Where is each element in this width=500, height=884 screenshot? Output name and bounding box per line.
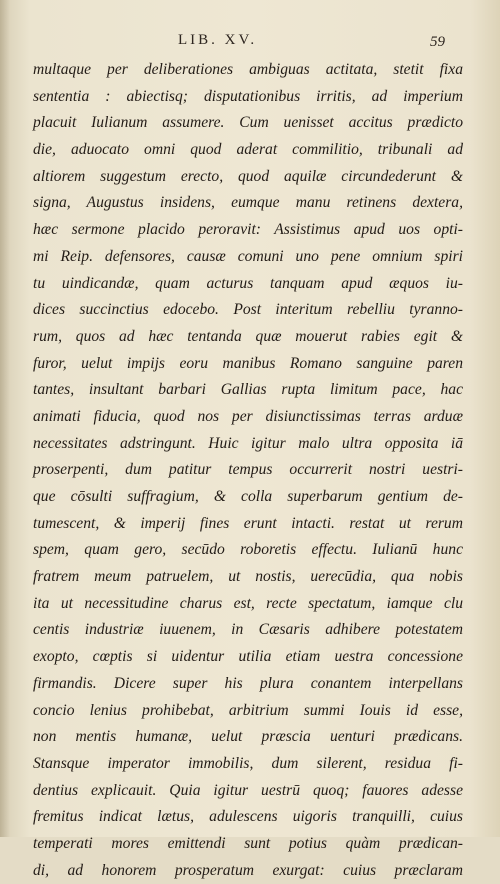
text-line: proserpenti, dum patitur tempus occurrerit nostri uestri- xyxy=(33,461,463,479)
text-line: dices succinctius edocebo. Post interitum rebelliu tyranno- xyxy=(33,301,463,319)
text-line: necessitates adstringunt. Huic igitur malo ultra opposita iā xyxy=(33,434,463,452)
text-line: mi Reip. defensores, causæ comuni uno pene omnium spiri xyxy=(33,247,463,265)
text-line: hæc sermone placido peroravit: Assistimus apud uos opti- xyxy=(33,221,463,239)
text-line: multaque per deliberationes ambiguas actitata, stetit fixa xyxy=(33,61,463,78)
text-line: exopto, cœptis si uidentur utilia etiam uestra concessione xyxy=(33,648,463,666)
text-line: sententia : abiectisq; disputationibus irritis, ad imperium xyxy=(33,87,463,105)
text-line: signa, Augustus insidens, eumque manu retinens dextera, xyxy=(33,194,463,212)
page-header xyxy=(0,28,500,48)
text-line: temperati mores emittendi sunt potius quàm prædican- xyxy=(33,834,463,852)
text-line: dentius explicauit. Quia igitur uestrū quoq; fauores adesse xyxy=(33,781,463,799)
text-line: rum, quos ad hæc tentanda quæ mouerut rabies egit & xyxy=(33,327,463,345)
text-line: altiorem suggestum erecto, quod aquilæ circundederunt & xyxy=(33,167,463,185)
text-line: Stansque imperator immobilis, dum silerent, residua fi- xyxy=(33,754,463,772)
text-line: ita ut necessitudine charus est, recte spectatum, iamque clu xyxy=(33,594,463,612)
text-line: firmandis. Dicere super his plura conantem interpellans xyxy=(33,674,463,692)
text-line: spem, quam gero, secūdo roboretis effectu. Iulianū hunc xyxy=(33,541,463,559)
text-line: fremitus indicat lætus, adulescens uigoris tranquilli, cuius xyxy=(33,808,463,826)
text-line: tantes, insultant barbari Gallias rupta limitum pace, hac xyxy=(33,381,463,399)
text-line: di, ad honorem prosperatum exurgat: cuius præclaram xyxy=(33,861,463,879)
text-line: furor, uelut impijs eoru manibus Romano sanguine paren xyxy=(33,354,463,372)
body-text xyxy=(33,57,463,884)
text-line: fratrem meum patruelem, ut nostis, uerecūdia, qua nobis xyxy=(33,568,463,586)
text-line: concio lenius prohibebat, arbitrium summi Iouis id esse, xyxy=(33,701,463,719)
running-head: LIB. XV. xyxy=(178,32,258,48)
text-line: non mentis humanæ, uelut præscia uenturi prædicans. xyxy=(33,728,463,746)
text-line: tumescent, & imperij fines erunt intacti. restat ut rerum xyxy=(33,514,463,532)
text-line: die, aduocato omni quod aderat commilitio, tribunali ad xyxy=(33,141,463,159)
text-line: tu uindicandæ, quam acturus tanquam apud æquos iu- xyxy=(33,274,463,292)
text-line: centis industriæ iuuenem, in Cæsaris adhibere potestatem xyxy=(33,621,463,639)
text-line: animati fiducia, quod nos per disiunctissimas terras arduæ xyxy=(33,407,463,425)
text-line: placuit Iulianum assumere. Cum uenisset accitus prædicto xyxy=(33,114,463,132)
page-number: 59 xyxy=(430,34,445,50)
text-line: que cōsulti suffragium, & colla superbarum gentium de- xyxy=(33,488,463,505)
